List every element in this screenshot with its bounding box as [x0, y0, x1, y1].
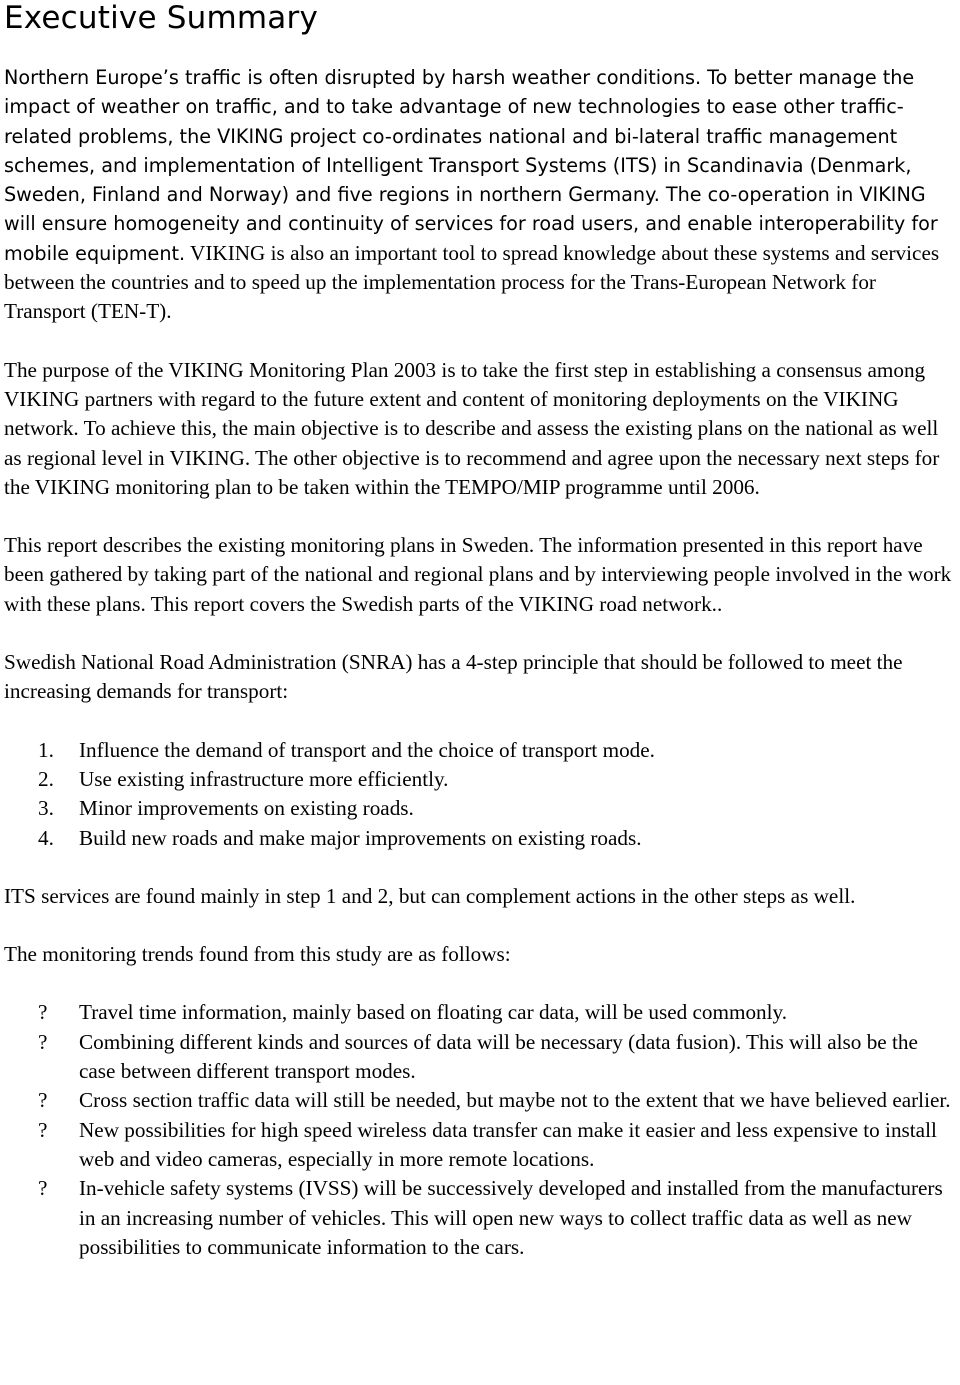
- trends-intro-paragraph: The monitoring trends found from this study are as follows:: [4, 942, 511, 967]
- document-page: [4, 0, 958, 1262]
- list-item-text: Cross section traffic data will still be needed, but maybe not to the extent that we have believed earlier.: [79, 1088, 951, 1113]
- intro-sans-text: Northern Europe’s traffic is often disrupted by harsh weather conditions. To better manage the impact of weather on traffic, and to take advantage of new technologies to ease other traffic-related problems, the VIKING project co-ordinates national and bi-lateral traffic management schemes, and implementation of Intelligent Transport Systems (ITS) in Scandinavia (Denmark, Sweden, Finland and Norway) and five regions in northern Germany. The co-operation in VIKING will ensure homogeneity and continuity of services for road users, and enable interoperability for mobile equipment.: [4, 66, 938, 265]
- report-paragraph: This report describes the existing monitoring plans in Sweden. The information presented in this report have been gathered by taking part of the national and regional plans and by interviewing people involved in the work with these plans. This report covers the Swedish parts of the VIKING road network..: [4, 533, 952, 616]
- list-item: [4, 1028, 958, 1087]
- steps-list: [4, 736, 958, 853]
- list-item: [4, 1116, 958, 1175]
- bullet-icon: ?: [38, 1176, 48, 1201]
- list-item: [4, 998, 958, 1027]
- list-item: [4, 736, 958, 765]
- list-item: [4, 1174, 958, 1262]
- list-item-text: In-vehicle safety systems (IVSS) will be successively developed and installed from the manufacturers in an increasing number of vehicles. This will open new ways to collect traffic data as well as new possibilities to communicate information to the cars.: [79, 1176, 943, 1259]
- list-item-text: Use existing infrastructure more efficiently.: [79, 766, 449, 791]
- list-item-text: Travel time information, mainly based on floating car data, will be used commonly.: [79, 1000, 788, 1025]
- list-item: [4, 794, 958, 823]
- bullet-icon: ?: [38, 1000, 48, 1025]
- bullet-icon: ?: [38, 1029, 48, 1054]
- list-item: [4, 1086, 958, 1115]
- purpose-paragraph: The purpose of the VIKING Monitoring Plan 2003 is to take the first step in establishing a consensus among VIKING partners with regard to the future extent and content of monitoring deployments on the VIKING network. To achieve this, the main objective is to describe and assess the existing plans on the national as well as regional level in VIKING. The other objective is to recommend and agree upon the necessary next steps for the VIKING monitoring plan to be taken within the TEMPO/MIP programme until 2006.: [4, 357, 940, 499]
- list-item-text: Build new roads and make major improvements on existing roads.: [79, 825, 642, 850]
- snra-intro-paragraph: Swedish National Road Administration (SNRA) has a 4-step principle that should be followed to meet the increasing demands for transport:: [4, 650, 903, 704]
- list-marker: 3.: [38, 796, 54, 821]
- page-title: Executive Summary: [4, 0, 318, 36]
- list-marker: 4.: [38, 825, 54, 850]
- intro-serif-text: VIKING is also an important tool to spread knowledge about these systems and services between the countries and to speed up the implementation process for the Trans-European Network for Transport (TEN-T).: [4, 240, 940, 324]
- list-item-text: New possibilities for high speed wireless data transfer can make it easier and less expensive to install web and video cameras, especially in more remote locations.: [79, 1117, 937, 1171]
- trends-list: [4, 998, 958, 1262]
- list-item-text: Combining different kinds and sources of data will be necessary (data fusion). This will also be the case between different transport modes.: [79, 1029, 918, 1084]
- its-services-paragraph: ITS services are found mainly in step 1 and 2, but can complement actions in the other steps as well.: [4, 883, 856, 908]
- list-item-text: Minor improvements on existing roads.: [79, 796, 414, 821]
- bullet-icon: ?: [38, 1117, 48, 1142]
- intro-paragraph: [4, 63, 958, 327]
- list-marker: 2.: [38, 766, 54, 791]
- list-item: [4, 765, 958, 794]
- list-item: [4, 824, 958, 853]
- bullet-icon: ?: [38, 1088, 48, 1113]
- list-item-text: Influence the demand of transport and the choice of transport mode.: [79, 737, 655, 762]
- list-marker: 1.: [38, 737, 54, 762]
